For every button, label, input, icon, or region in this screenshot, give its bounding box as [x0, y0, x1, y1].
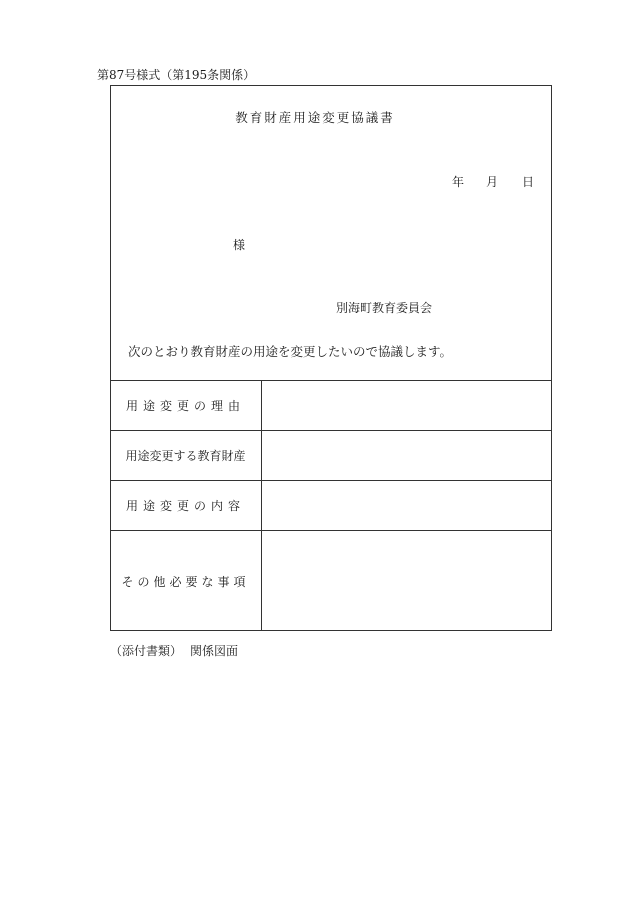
form-number: 第87号様式（第195条関係） [97, 68, 256, 82]
table-row [110, 531, 552, 632]
table-row [110, 381, 552, 431]
row-value-other[interactable] [262, 531, 553, 632]
attachments-value: 関係図面 [190, 644, 239, 658]
form-title: 教育財産用途変更協議書 [235, 110, 395, 125]
attachments-line [110, 642, 238, 659]
row-label-other: その他必要な事項 [110, 531, 262, 632]
row-value-content[interactable] [262, 481, 553, 531]
row-value-reason[interactable] [262, 381, 553, 431]
row-label-content: 用途変更の内容 [110, 481, 262, 531]
row-value-property[interactable] [262, 431, 553, 481]
date-line [452, 173, 534, 190]
date-day-label: 日 [522, 175, 535, 189]
date-month-label: 月 [486, 175, 499, 189]
issuer-name: 別海町教育委員会 [336, 301, 433, 315]
table-row [110, 481, 552, 531]
date-year-label: 年 [452, 175, 465, 189]
table-row [110, 431, 552, 481]
statement-text: 次のとおり教育財産の用途を変更したいので協議します。 [128, 344, 453, 359]
addressee-suffix: 様 [233, 238, 246, 252]
attachments-label: （添付書類） [110, 644, 183, 658]
detail-table [110, 380, 552, 631]
row-label-property: 用途変更する教育財産 [110, 431, 262, 481]
row-label-reason: 用途変更の理由 [110, 381, 262, 431]
